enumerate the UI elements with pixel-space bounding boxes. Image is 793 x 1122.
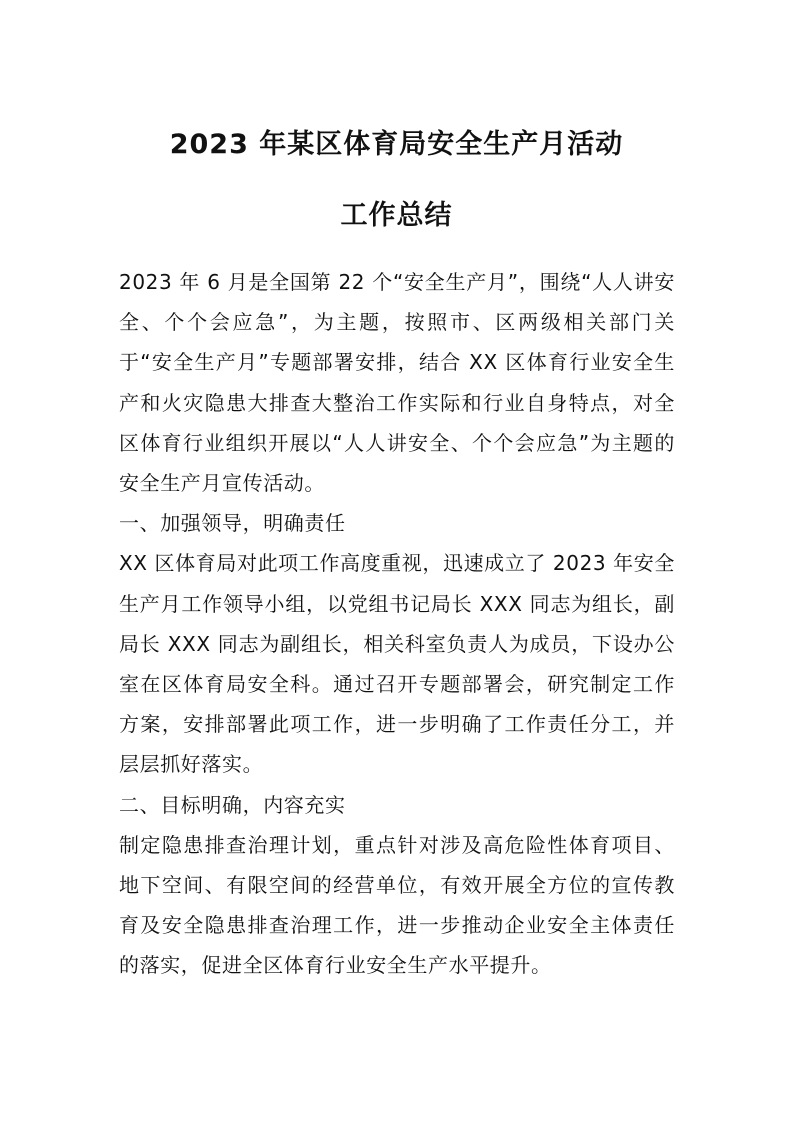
intro-paragraph: 2023 年 6 月是全国第 22 个“安全生产月”，围绕“人人讲安全、个个会应急”，为主题，按照市、区两级相关部门关于“安全生产月”专题部署安排，结合 XX 区体育行业安全生产和火灾隐患大排查大整治工作实际和行业自身特点，对全区体育行业组织开展以“人人讲安全、个个会应急”为主题的安全生产月宣传活动。 <box>119 270 675 496</box>
document-title-line-2: 工作总结 <box>340 200 453 231</box>
section-1-paragraph: XX 区体育局对此项工作高度重视，迅速成立了 2023 年安全生产月工作领导小组，以党组书记局长 XXX 同志为组长，副局长 XXX 同志为副组长，相关科室负责人为成员，下设办公室在区体育局安全科。通过召开专题部署会，研究制定工作方案，安排部署此项工作，进一步明确了工作责任分工，并层层抓好落实。 <box>119 551 675 777</box>
section-1-heading: 一、加强领导，明确责任 <box>119 511 346 536</box>
section-2-paragraph: 制定隐患排查治理计划，重点针对涉及高危险性体育项目、地下空间、有限空间的经营单位，有效开展全方位的宣传教育及安全隐患排查治理工作，进一步推动企业安全主体责任的落实，促进全区体育行业安全生产水平提升。 <box>119 832 675 978</box>
document-body <box>119 262 675 986</box>
section-2-heading: 二、目标明确，内容充实 <box>119 792 346 817</box>
document-title-line-1: 2023 年某区体育局安全生产月活动 <box>169 129 624 160</box>
